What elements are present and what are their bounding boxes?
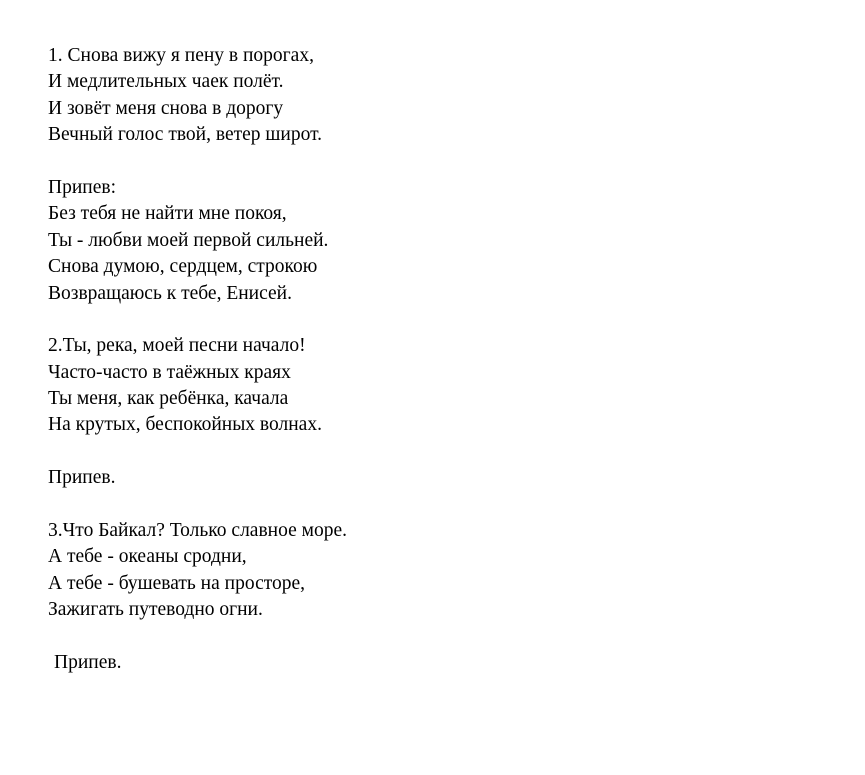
verse-2-line-1: 2.Ты, река, моей песни начало!: [48, 335, 306, 357]
verse-2-line-3: Ты меня, как ребёнка, качала: [48, 388, 289, 410]
chorus-line-3: Снова думою, сердцем, строкою: [48, 256, 318, 278]
verse-1-line-3: И зовёт меня снова в дорогу: [48, 97, 284, 119]
verse-2-line-4: На крутых, беспокойных волнах.: [48, 414, 322, 436]
chorus-line-2: Ты - любви моей первой сильней.: [48, 229, 329, 251]
blank-line: [48, 624, 828, 650]
chorus-reference-final: Припев.: [54, 651, 122, 673]
blank-line: [48, 439, 828, 465]
blank-line: [48, 149, 828, 175]
chorus: [48, 175, 828, 307]
chorus-reference: Припев.: [48, 467, 116, 489]
verse-1-line-4: Вечный голос твой, ветер широт.: [48, 124, 323, 146]
verse-3-line-2: А тебе - океаны сродни,: [48, 546, 247, 568]
chorus-heading: Припев:: [48, 176, 116, 198]
verse-3-line-1: 3.Что Байкал? Только славное море.: [48, 520, 347, 542]
blank-line: [48, 492, 828, 518]
verse-3: [48, 518, 828, 624]
blank-line: [48, 307, 828, 333]
chorus-line-1: Без тебя не найти мне покоя,: [48, 203, 287, 225]
verse-2-line-2: Часто-часто в таёжных краях: [48, 361, 291, 383]
verse-3-line-4: Зажигать путеводно огни.: [48, 599, 263, 621]
verse-1-line-2: И медлительных чаек полёт.: [48, 71, 284, 93]
song-lyrics-document: [48, 43, 828, 676]
chorus-line-4: Возвращаюсь к тебе, Енисей.: [48, 282, 292, 304]
verse-1: [48, 43, 828, 149]
verse-1-line-1: 1. Снова вижу я пену в порогах,: [48, 45, 314, 66]
verse-3-line-3: А тебе - бушевать на просторе,: [48, 572, 306, 594]
verse-2: [48, 333, 828, 439]
